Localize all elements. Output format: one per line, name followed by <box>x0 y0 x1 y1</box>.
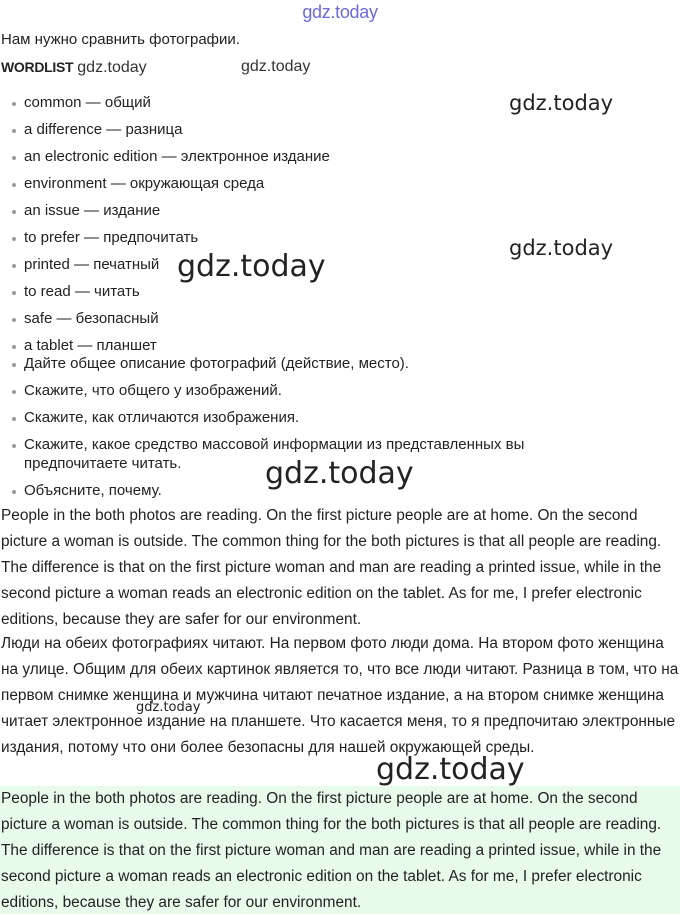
watermark: gdz.today <box>509 236 614 260</box>
watermark: gdz.today <box>376 752 525 787</box>
answer-english: People in the both photos are reading. On the first picture people are at home. On the second picture a woman is outside. The common thing for the both pictures is that all people are reading. The difference is that on the first picture woman and man are reading a printed issue, while in the second picture a woman reads an electronic edition on the tablet. As for me, I prefer electronic editions, because they are safer for our environment. <box>1 507 662 628</box>
wordlist <box>10 93 630 363</box>
wordlist-header <box>1 57 147 78</box>
wordlist-item: an issue — издание <box>10 201 630 228</box>
wordlist-item: a tablet — планшет <box>10 336 630 363</box>
wordlist-item: to prefer — предпочитать <box>10 228 630 255</box>
task-item: Скажите, что общего у изображений. <box>10 381 630 400</box>
task-item: Объясните, почему. <box>10 481 630 500</box>
wordlist-item: common — общий <box>10 93 630 120</box>
watermark-inline: gdz.today <box>77 59 147 76</box>
task-list <box>10 354 630 508</box>
intro-text: Нам нужно сравнить фотографии. <box>1 31 240 48</box>
wordlist-item: a difference — разница <box>10 120 630 147</box>
watermark: gdz.today <box>265 456 414 491</box>
watermark-inline-2: gdz.today <box>241 58 311 75</box>
wordlist-item: safe — безопасный <box>10 309 630 336</box>
wordlist-item: environment — окружающая среда <box>10 174 630 201</box>
watermark: gdz.today <box>136 700 201 715</box>
task-item: Скажите, какое средство массовой информации из представленных вы предпочитаете читать. <box>10 435 584 473</box>
site-link[interactable]: gdz.today <box>302 2 378 22</box>
watermark: gdz.today <box>177 249 326 284</box>
task-item: Дайте общее описание фотографий (действие, место). <box>10 354 630 373</box>
wordlist-item: printed — печатный <box>10 255 630 282</box>
task-item: Скажите, как отличаются изображения. <box>10 408 630 427</box>
wordlist-item: to read — читать <box>10 282 630 309</box>
answer-russian: Люди на обеих фотографиях читают. На первом фото люди дома. На втором фото женщина на улице. Общим для обеих картинок является то, что все люди читают. Разница в том, что на первом снимке женщина и мужчина читают печатное издание, а на втором снимке женщина читает электронное издание на планшете. Что касается меня, то я предпочитаю электронные издания, потому что они более безопасны для нашей окружающей среды. <box>1 635 679 756</box>
wordlist-title: WORDLIST <box>1 59 74 75</box>
watermark: gdz.today <box>509 91 614 115</box>
wordlist-item: an electronic edition — электронное издание <box>10 147 630 174</box>
answer-english-highlighted: People in the both photos are reading. On the first picture people are at home. On the second picture a woman is outside. The common thing for the both pictures is that all people are reading. The difference is that on the first picture woman and man are reading a printed issue, while in the second picture a woman reads an electronic edition on the tablet. As for me, I prefer electronic editions, because they are safer for our environment. <box>0 786 680 914</box>
